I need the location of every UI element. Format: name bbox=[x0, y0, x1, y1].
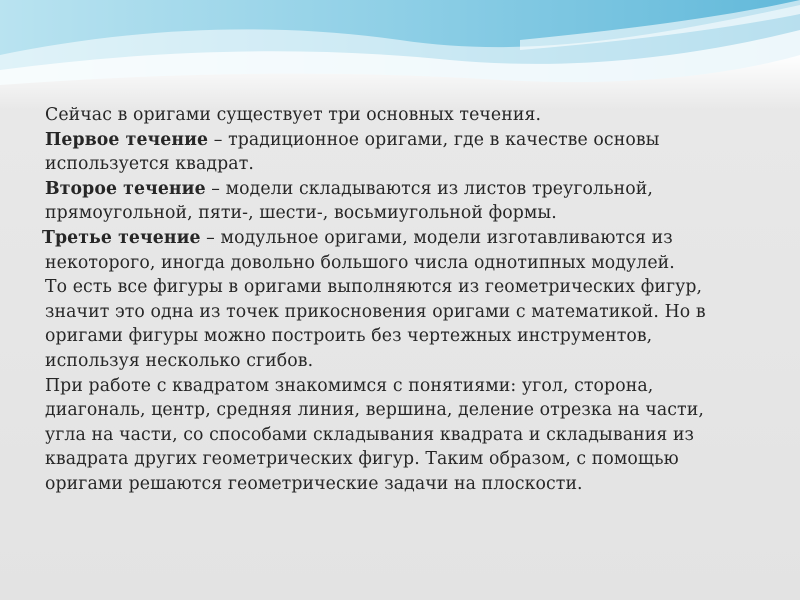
paragraph2-line: диагональ, центр, средняя линия, вершина, деление отрезка на части, bbox=[45, 400, 704, 421]
decorative-wave-header bbox=[0, 0, 800, 110]
paragraph1-line: оригами фигуры можно построить без чертежных инструментов, bbox=[45, 326, 653, 347]
slide-text bbox=[42, 103, 775, 497]
first-current-line2: используется квадрат. bbox=[45, 154, 254, 175]
intro-line: Сейчас в оригами существует три основных течения. bbox=[45, 105, 542, 125]
third-current-line1 bbox=[42, 226, 775, 251]
third-current-line2: некоторого, иногда довольно большого числа однотипных модулей. bbox=[45, 252, 675, 273]
paragraph2-line: квадрата других геометрических фигур. Таким образом, с помощью bbox=[45, 449, 679, 470]
second-current-line1 bbox=[45, 177, 775, 202]
second-current-text: – модели складываются из листов треугольной, bbox=[205, 178, 653, 199]
paragraph2-line: При работе с квадратом знакомимся с понятиями: угол, сторона, bbox=[45, 375, 654, 396]
paragraph2-line: угла на части, со способами складывания квадрата и складывания из bbox=[45, 424, 695, 445]
third-current-label: Третье течение bbox=[42, 227, 201, 248]
paragraph1-line: значит это одна из точек прикосновения оригами с математикой. Но в bbox=[45, 301, 706, 322]
first-current-line1 bbox=[45, 128, 775, 153]
first-current-label: Первое течение bbox=[45, 129, 209, 150]
paragraph2-line: оригами решаются геометрические задачи на плоскости. bbox=[45, 473, 583, 494]
second-current-line2: прямоугольной, пяти-, шести-, восьмиугольной формы. bbox=[45, 203, 557, 224]
third-current-text: – модульное оригами, модели изготавливаются из bbox=[200, 227, 673, 248]
first-current-text: – традиционное оригами, где в качестве основы bbox=[208, 129, 660, 150]
paragraph1-line: То есть все фигуры в оригами выполняются из геометрических фигур, bbox=[45, 277, 703, 298]
second-current-label: Второе течение bbox=[45, 178, 206, 199]
paragraph1-line: используя несколько сгибов. bbox=[45, 350, 314, 371]
